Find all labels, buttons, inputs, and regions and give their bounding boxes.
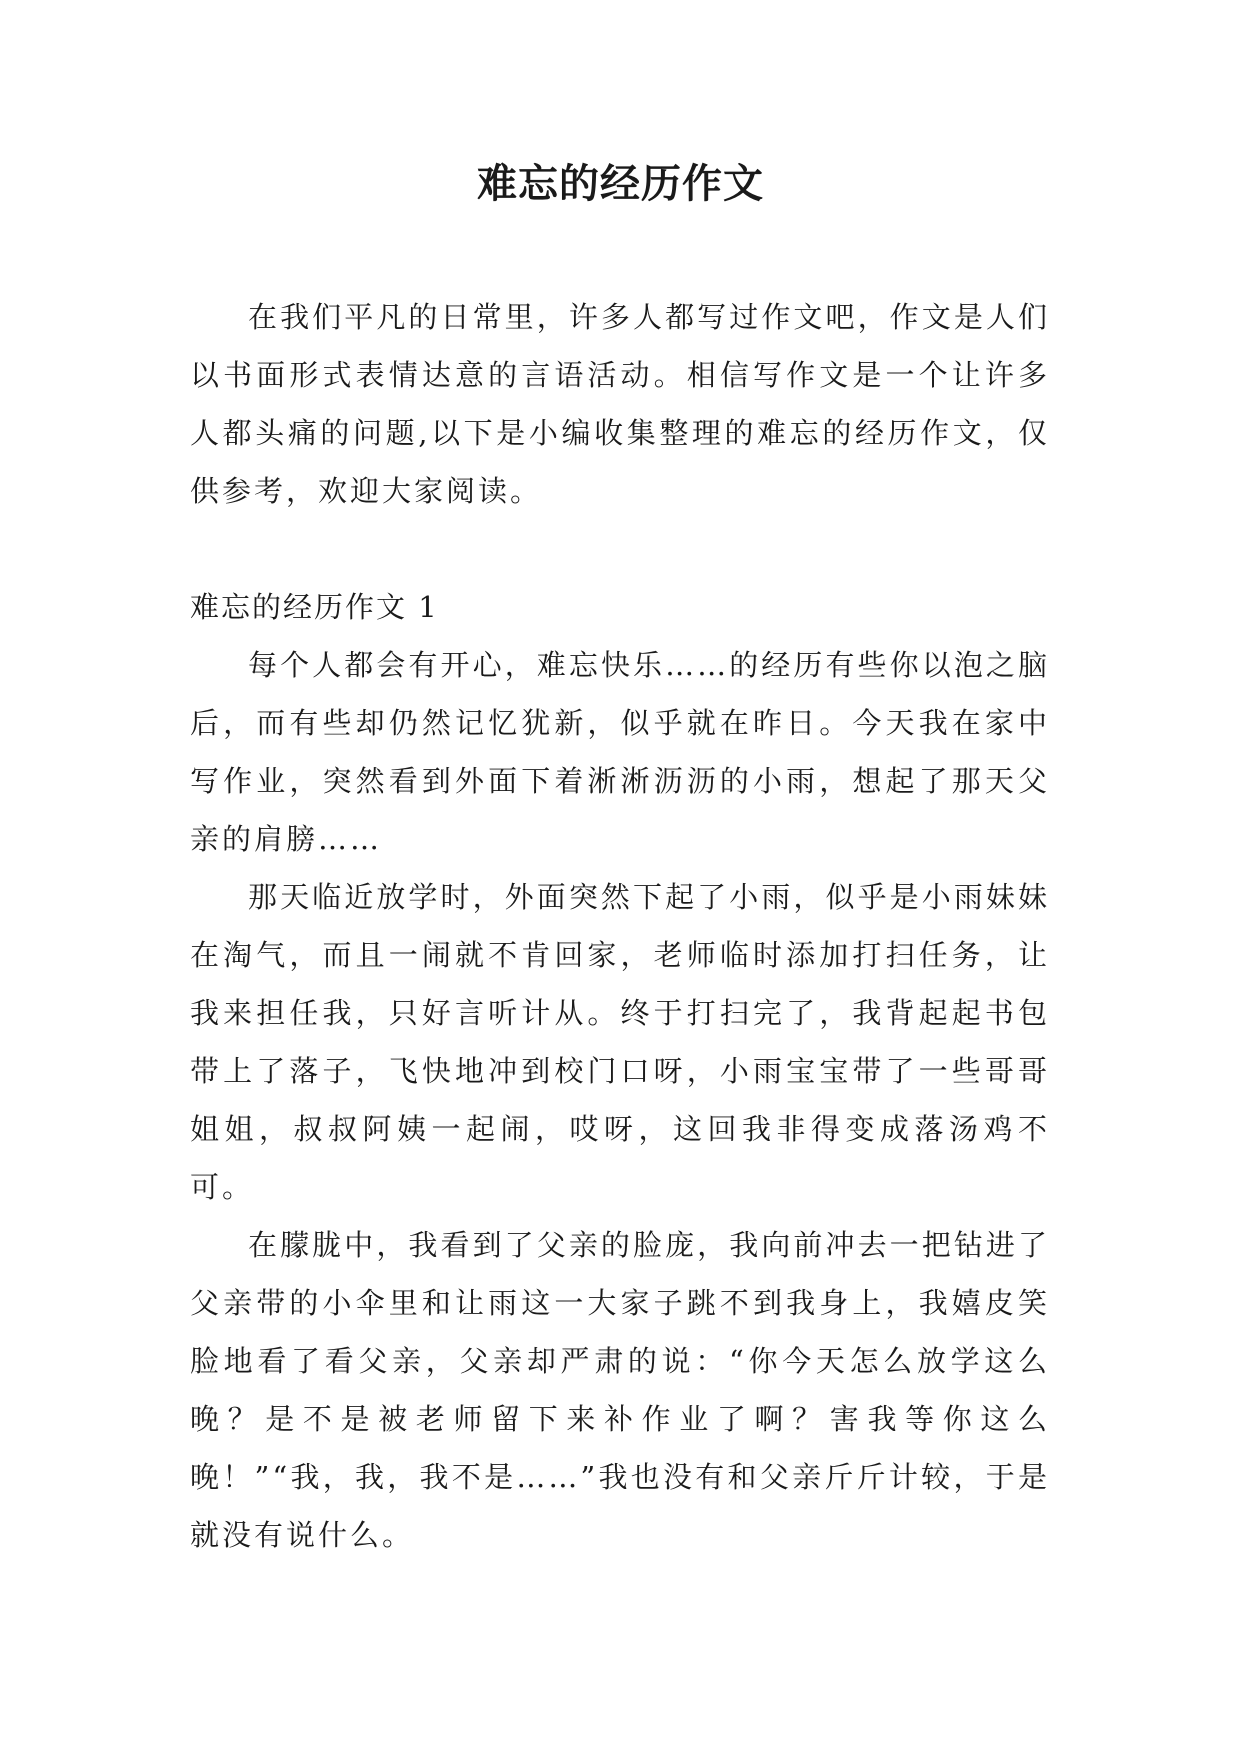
intro-paragraph: 在我们平凡的日常里，许多人都写过作文吧，作文是人们以书面形式表情达意的言语活动。相信写作文是一个让许多人都头痛的问题,以下是小编收集整理的难忘的经历作文，仅供参考，欢迎大家阅读。 xyxy=(190,300,1050,508)
body-paragraph-3: 在朦胧中，我看到了父亲的脸庞，我向前冲去一把钻进了父亲带的小伞里和让雨这一大家子跳不到我身上，我嬉皮笑脸地看了看父亲，父亲却严肃的说：“你今天怎么放学这么晚？是不是被老师留下来补作业了啊？害我等你这么晚！”“我，我，我不是……”我也没有和父亲斤斤计较，于是就没有说什么。 xyxy=(190,1228,1050,1552)
body-paragraph-2: 那天临近放学时，外面突然下起了小雨，似乎是小雨妹妹在淘气，而且一闹就不肯回家，老师临时添加打扫任务，让我来担任我，只好言听计从。终于打扫完了，我背起起书包带上了落子，飞快地冲到校门口呀，小雨宝宝带了一些哥哥姐姐，叔叔阿姨一起闹，哎呀，这回我非得变成落汤鸡不可。 xyxy=(190,880,1050,1204)
body-paragraph-1: 每个人都会有开心，难忘快乐……的经历有些你以泡之脑后，而有些却仍然记忆犹新，似乎就在昨日。今天我在家中写作业，突然看到外面下着淅淅沥沥的小雨，想起了那天父亲的肩膀…… xyxy=(190,648,1050,856)
document-title: 难忘的经历作文 xyxy=(477,160,764,207)
section-heading: 难忘的经历作文 1 xyxy=(190,590,439,624)
document-body xyxy=(190,288,1050,1564)
